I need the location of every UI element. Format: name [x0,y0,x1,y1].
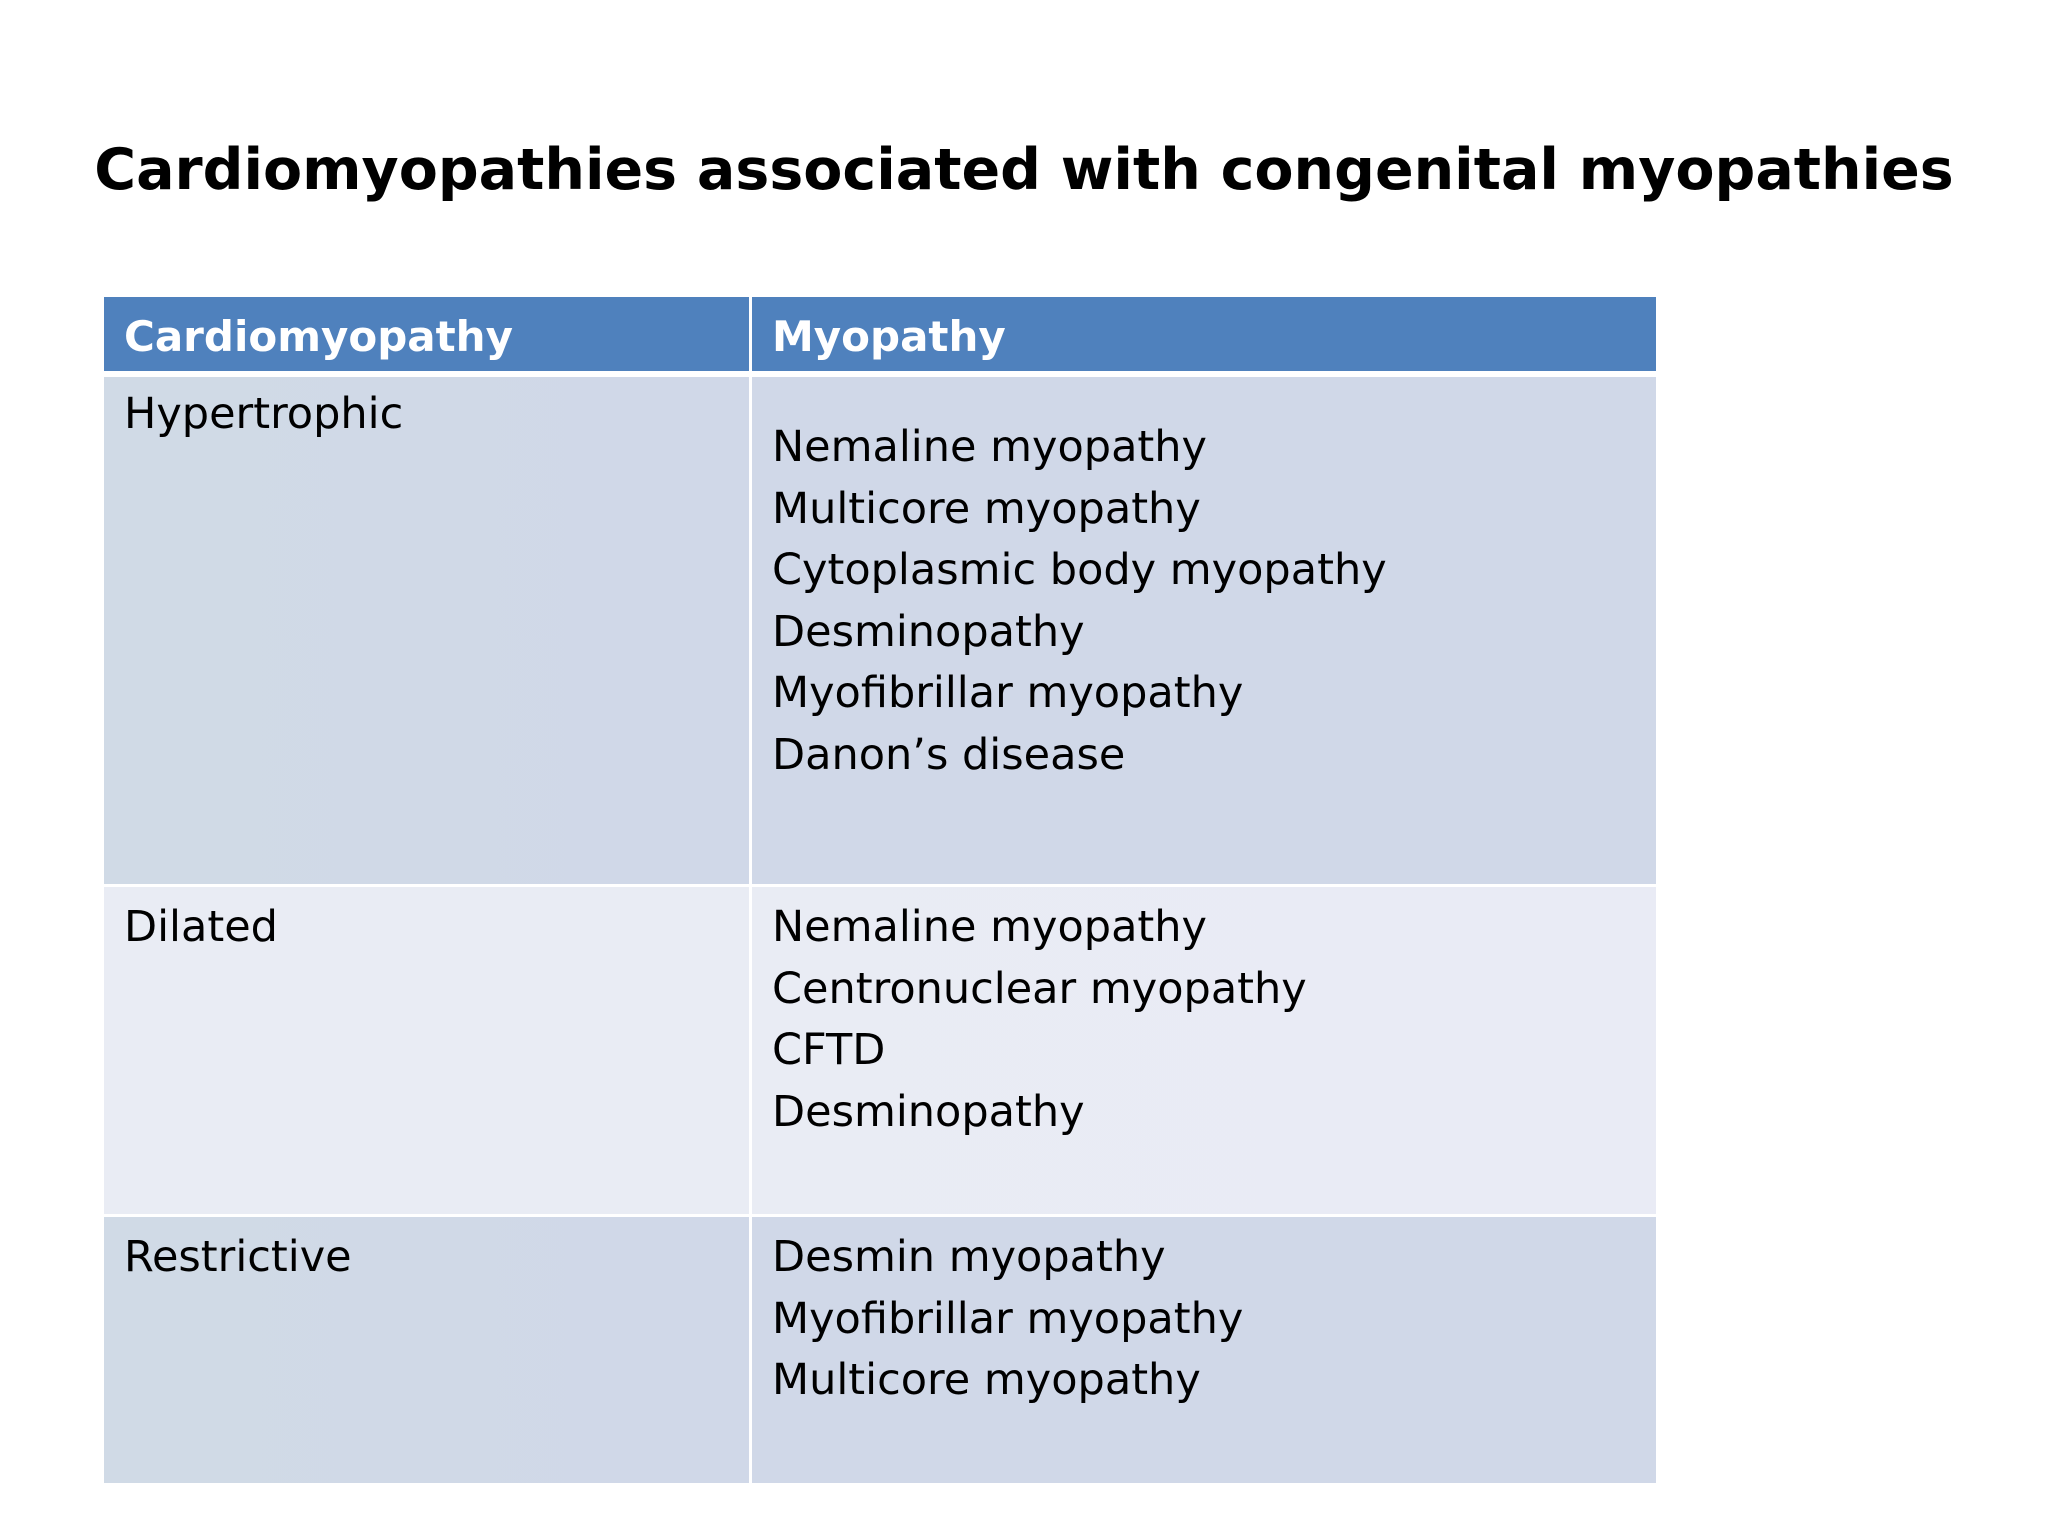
table-row [104,377,1656,887]
table-header-row [104,297,1656,377]
myopathy-item: Nemaline myopathy [772,422,1207,472]
myopathy-item: Centronuclear myopathy [772,963,1307,1014]
myopathy-item: Multicore myopathy [772,1355,1201,1405]
cardiomyopathy-cell: Dilated [104,887,752,1214]
cardiomyopathy-cell: Hypertrophic [104,377,752,884]
myopathy-item: Desmin myopathy [772,1232,1166,1282]
myopathy-list [752,377,1656,884]
myopathy-item: CFTD [772,1025,886,1075]
header-cardiomyopathy: Cardiomyopathy [104,297,752,371]
cardiomyopathy-table [104,297,1656,1483]
myopathy-item: Danon’s disease [772,729,1126,780]
table-row [104,887,1656,1217]
table-row [104,1217,1656,1483]
myopathy-item: Desminopathy [772,1086,1085,1137]
myopathy-item: Desminopathy [772,606,1085,657]
header-myopathy: Myopathy [772,312,1006,361]
myopathy-list [752,887,1656,1214]
slide-title: Cardiomyopathies associated with congenital myopathies [94,137,1954,203]
myopathy-item: Cytoplasmic body myopathy [772,545,1387,595]
cardiomyopathy-cell: Restrictive [104,1217,752,1483]
myopathy-item: Myofibrillar myopathy [772,668,1244,718]
myopathy-item: Nemaline myopathy [772,902,1207,952]
myopathy-item: Myofibrillar myopathy [772,1293,1244,1344]
myopathy-list [752,1217,1656,1483]
myopathy-item: Multicore myopathy [772,483,1201,534]
